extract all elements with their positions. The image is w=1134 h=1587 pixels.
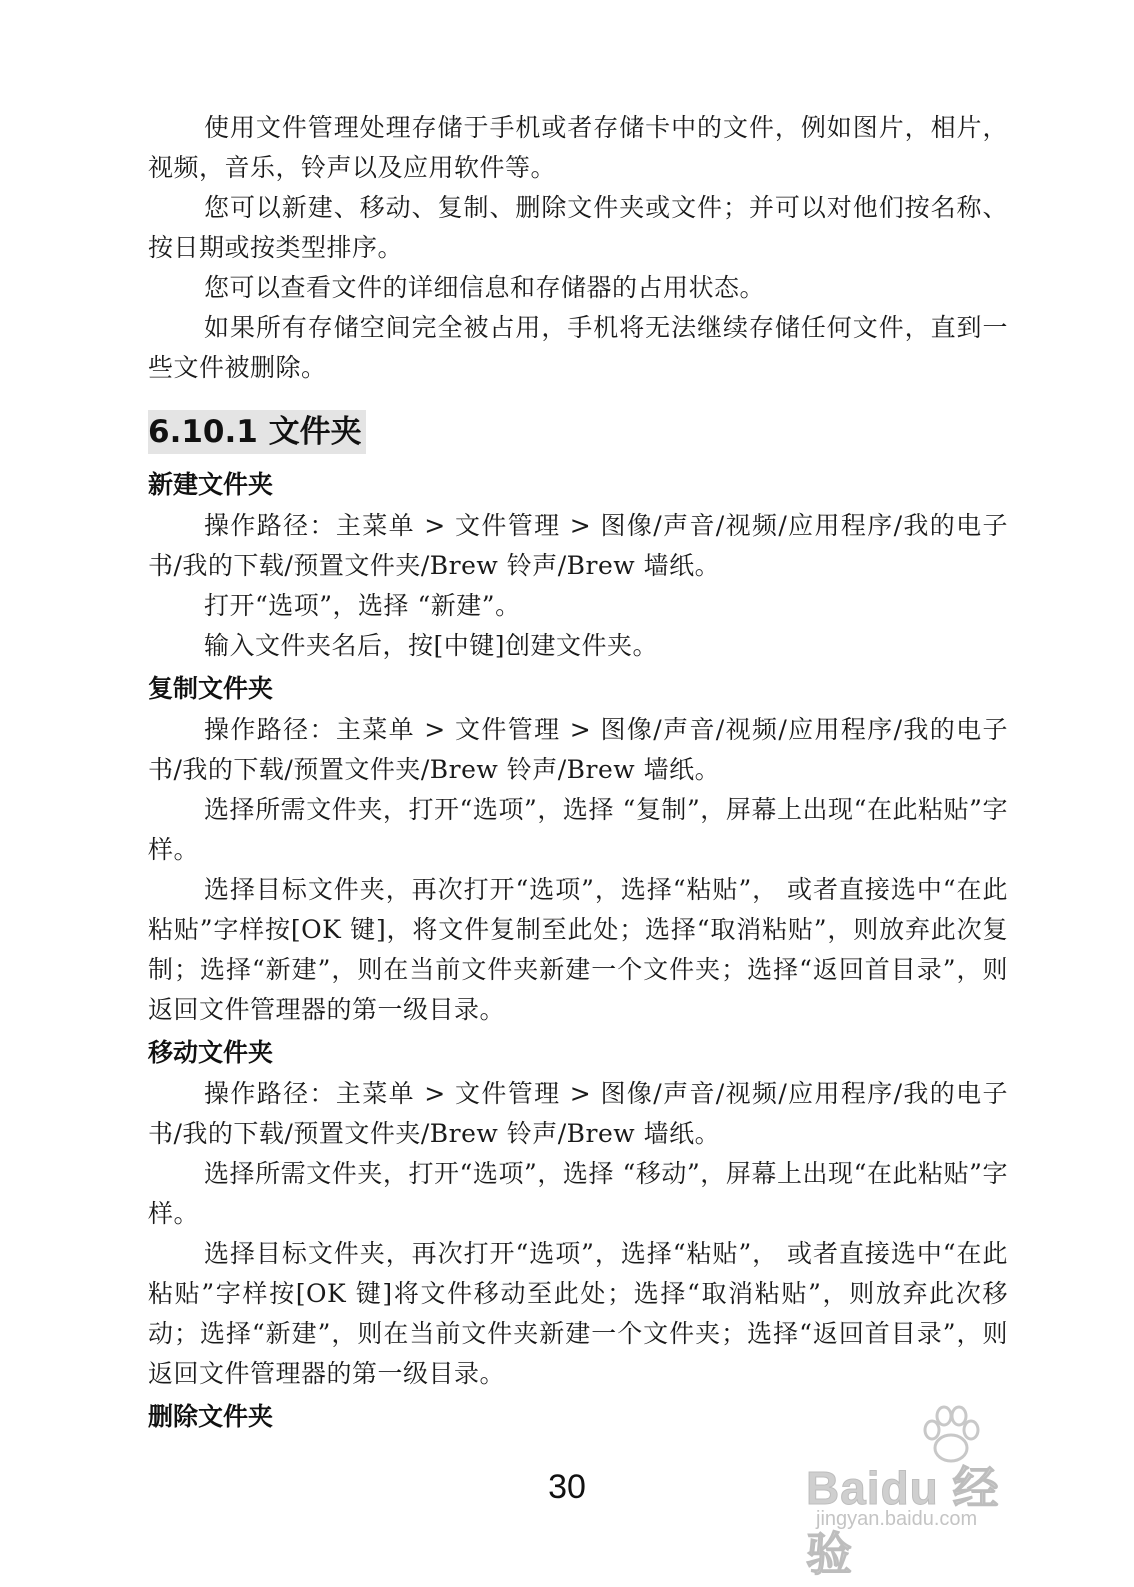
watermark-url: jingyan.baidu.com: [816, 1508, 978, 1530]
move-folder-path: 操作路径：主菜单 > 文件管理 > 图像/声音/视频/应用程序/我的电子书/我的下载/预置文件夹/Brew 铃声/Brew 墙纸。: [148, 1079, 1008, 1148]
intro-paragraph-2: 您可以新建、移动、复制、删除文件夹或文件；并可以对他们按名称、按日期或按类型排序。: [148, 193, 1008, 262]
copy-folder-step-2: 选择目标文件夹，再次打开“选项”，选择“粘贴”， 或者直接选中“在此粘贴”字样按[OK 键]，将文件复制至此处；选择“取消粘贴”，则放弃此次复制；选择“新建”，则在当前文件夹新建一个文件夹；选择“返回首目录”，则返回文件管理器的第一级目录。: [148, 875, 1008, 1024]
move-folder-step-2: 选择目标文件夹，再次打开“选项”，选择“粘贴”， 或者直接选中“在此粘贴”字样按[OK 键]将文件移动至此处；选择“取消粘贴”，则放弃此次移动；选择“新建”，则在当前文件夹新建一个文件夹；选择“返回首目录”，则返回文件管理器的第一级目录。: [148, 1239, 1008, 1388]
copy-folder-heading: 复制文件夹: [148, 674, 274, 703]
intro-paragraph-1: 使用文件管理处理存储于手机或者存储卡中的文件，例如图片，相片，视频，音乐，铃声以及应用软件等。: [148, 113, 1008, 182]
copy-folder-step-1: 选择所需文件夹，打开“选项”，选择 “复制”，屏幕上出现“在此粘贴”字样。: [148, 795, 1008, 864]
move-folder-step-1: 选择所需文件夹，打开“选项”，选择 “移动”，屏幕上出现“在此粘贴”字样。: [148, 1159, 1008, 1228]
section-heading: 6.10.1 文件夹: [148, 410, 366, 454]
intro-paragraph-3: 您可以查看文件的详细信息和存储器的占用状态。: [204, 273, 766, 302]
new-folder-heading: 新建文件夹: [148, 470, 274, 499]
page-number: 30: [548, 1468, 586, 1506]
watermark-brand: Baidu 经验: [806, 1462, 1000, 1580]
new-folder-step-2: 输入文件夹名后，按[中键]创建文件夹。: [204, 631, 659, 660]
new-folder-path: 操作路径：主菜单 > 文件管理 > 图像/声音/视频/应用程序/我的电子书/我的下载/预置文件夹/Brew 铃声/Brew 墙纸。: [148, 511, 1008, 580]
new-folder-step-1: 打开“选项”，选择 “新建”。: [204, 591, 521, 620]
delete-folder-heading: 删除文件夹: [148, 1402, 274, 1431]
move-folder-heading: 移动文件夹: [148, 1038, 274, 1067]
intro-paragraph-4: 如果所有存储空间完全被占用，手机将无法继续存储任何文件，直到一些文件被删除。: [148, 313, 1008, 382]
document-page: [148, 108, 1008, 1438]
copy-folder-path: 操作路径：主菜单 > 文件管理 > 图像/声音/视频/应用程序/我的电子书/我的下载/预置文件夹/Brew 铃声/Brew 墙纸。: [148, 715, 1008, 784]
